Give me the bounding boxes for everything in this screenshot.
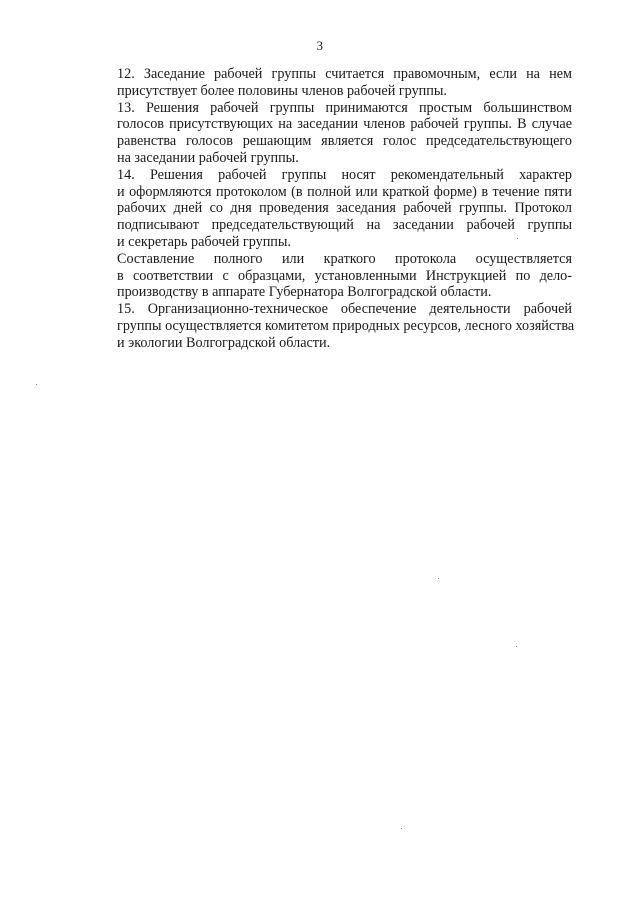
paragraph-12 (87, 66, 572, 100)
document-body (87, 66, 575, 352)
text-line: и секретарь рабочей группы. (117, 233, 291, 250)
text-line: и экологии Волгоградской области. (117, 334, 331, 351)
text-line: голосов присутствующих на заседании членов рабочей группы. В случае (117, 116, 572, 133)
text-line: 14. Решения рабочей группы носят рекомендательный характер (117, 166, 572, 183)
text-line: на заседании рабочей группы. (117, 149, 299, 166)
scan-speck (517, 238, 518, 239)
text-line: подписывают председательствующий на заседании рабочей группы (117, 217, 572, 234)
text-line: в соответствии с образцами, установленными Инструкцией по дело- (117, 267, 572, 284)
text-line: производству в аппарате Губернатора Волгоградской области. (117, 284, 492, 301)
text-line: рабочих дней со дня проведения заседания рабочей группы. Протокол (117, 200, 572, 217)
paragraph-15 (87, 301, 575, 351)
text-line: и оформляются протоколом (в полной или краткой форме) в течение пяти (117, 183, 572, 200)
text-line: группы осуществляется комитетом природных ресурсов, лесного хозяйства (117, 317, 575, 334)
text-line: равенства голосов решающим является голос председательствующего (117, 133, 572, 150)
paragraph-13 (87, 100, 572, 167)
scan-speck (401, 828, 402, 829)
paragraph-14 (87, 167, 572, 251)
scan-speck (438, 578, 439, 579)
paragraph-protocol (87, 251, 572, 301)
text-line: 13. Решения рабочей группы принимаются простым большинством (117, 99, 572, 116)
text-line: Составление полного или краткого протокола осуществляется (117, 250, 572, 267)
page-number: 3 (316, 38, 324, 53)
scan-speck (516, 646, 517, 647)
text-line: 12. Заседание рабочей группы считается правомочным, если на нем (117, 66, 572, 82)
text-line: присутствует более половины членов рабочей группы. (117, 82, 447, 99)
text-line: 15. Организационно-техническое обеспечение деятельности рабочей (117, 301, 572, 318)
scan-speck (36, 384, 37, 385)
